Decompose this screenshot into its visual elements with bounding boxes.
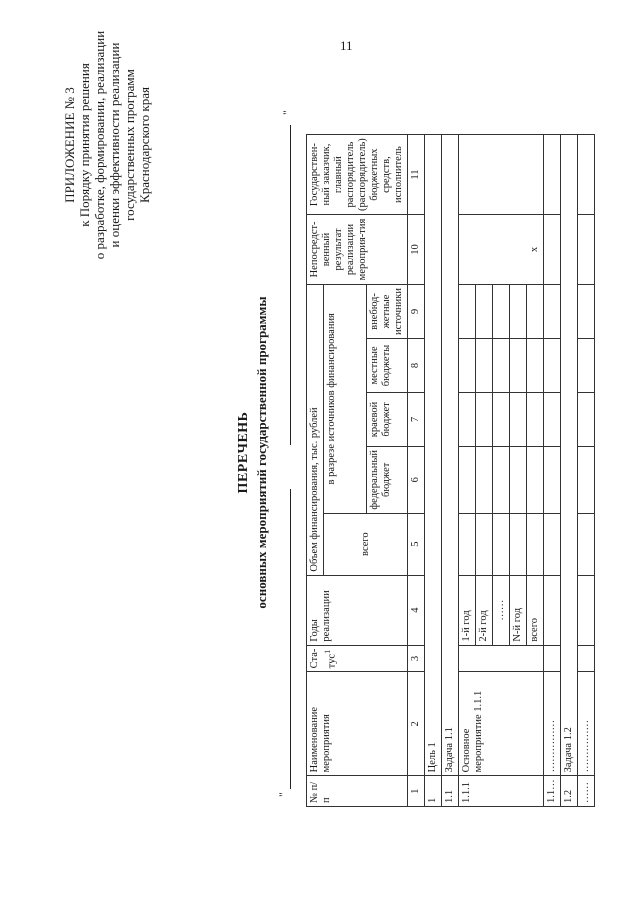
cell [578, 392, 595, 446]
cell [527, 392, 544, 446]
measure-status [459, 645, 544, 672]
appendix-line: о разработке, формировании, реализации [92, 30, 107, 260]
year-cell: 2-й год [476, 575, 493, 645]
cell [544, 338, 561, 392]
col-number: 4 [408, 575, 425, 645]
cell [459, 446, 476, 513]
cell [578, 214, 595, 284]
cell [493, 392, 510, 446]
header-funding: Объем финансирования, тыс. рублей [307, 284, 324, 575]
underline-left [290, 489, 291, 789]
cell [544, 575, 561, 645]
header-by-sources: в разрезе источников финансирования [324, 284, 367, 513]
task-name: Задача 1.1 [442, 135, 459, 776]
header-num: № п/п [307, 776, 408, 807]
header-result: Непосредст-венный результат реализации мероприя-тия [307, 214, 408, 284]
cell [544, 214, 561, 284]
col-number: 2 [408, 672, 425, 776]
goal-name: Цель 1 [425, 135, 442, 776]
header-status-text: Ста-тус [309, 648, 338, 669]
header-status-sup: 1 [322, 649, 332, 654]
year-cell: всего [527, 575, 544, 645]
underline-right [290, 125, 291, 445]
cell [578, 135, 595, 215]
appendix-line: и оценки эффективности реализации [107, 42, 122, 248]
year-cell: …… [493, 575, 510, 645]
row-name: …………… [578, 672, 595, 776]
close-quote: " [280, 110, 294, 115]
appendix-line: государственных программ [122, 69, 137, 221]
header-local: местные бюджеты [367, 338, 408, 392]
cell [476, 446, 493, 513]
cell [493, 513, 510, 575]
col-number: 8 [408, 338, 425, 392]
col-number: 10 [408, 214, 425, 284]
measure-num: 1.1.1 [459, 776, 544, 807]
cell [578, 284, 595, 338]
col-number: 1 [408, 776, 425, 807]
cell [459, 513, 476, 575]
cell [578, 645, 595, 672]
cell [510, 446, 527, 513]
year-cell: N-й год [510, 575, 527, 645]
appendix-line: ПРИЛОЖЕНИЕ № 3 [62, 87, 77, 203]
cell [544, 513, 561, 575]
cell [493, 446, 510, 513]
cell [510, 513, 527, 575]
cell [476, 392, 493, 446]
cell [510, 392, 527, 446]
col-number: 7 [408, 392, 425, 446]
row-num: …… [578, 776, 595, 807]
task-num: 1.1 [442, 776, 459, 807]
cell [544, 446, 561, 513]
cell [476, 338, 493, 392]
cell [544, 392, 561, 446]
cell [459, 284, 476, 338]
cell [544, 645, 561, 672]
cell [459, 338, 476, 392]
header-name: Наименование мероприятия [307, 672, 408, 776]
document-title: ПЕРЕЧЕНЬ [236, 411, 251, 494]
appendix-line: к Порядку принятия решения [77, 63, 92, 227]
cell [476, 284, 493, 338]
goal-num: 1 [425, 776, 442, 807]
col-number: 5 [408, 513, 425, 575]
cell [527, 446, 544, 513]
cell [578, 446, 595, 513]
task-num: 1.2 [561, 776, 578, 807]
header-extra: внебюд-жетные источники [367, 284, 408, 338]
cell [578, 338, 595, 392]
cell [459, 392, 476, 446]
open-quote: " [276, 792, 290, 797]
measures-table [306, 134, 595, 807]
header-regional: краевой бюджет [367, 392, 408, 446]
col-number: 9 [408, 284, 425, 338]
cell [578, 575, 595, 645]
result-cell: х [459, 214, 544, 284]
page-number: 11 [340, 38, 353, 53]
appendix-header [62, 25, 152, 265]
cell [510, 284, 527, 338]
measure-name: Основное мероприятие 1.1.1 [459, 672, 544, 776]
cell [544, 135, 561, 215]
cell [493, 284, 510, 338]
col-number: 11 [408, 135, 425, 215]
row-name: …………… [544, 672, 561, 776]
cell [476, 513, 493, 575]
year-cell: 1-й год [459, 575, 476, 645]
header-total: всего [324, 513, 408, 575]
header-federal: федеральный бюджет [367, 446, 408, 513]
cell [578, 513, 595, 575]
appendix-line: Краснодарского края [137, 87, 152, 203]
row-num: 1.1… [544, 776, 561, 807]
cell [527, 338, 544, 392]
cell [544, 284, 561, 338]
header-years: Годы реализации [307, 575, 408, 645]
cell [527, 284, 544, 338]
customer-cell [459, 135, 544, 215]
document-subtitle: основных мероприятий государственной программы [254, 296, 269, 609]
header-customer: Государствен-ный заказчик, главный распорядитель (распорядитель) бюджетных средств, исполнитель [307, 135, 408, 215]
col-number: 3 [408, 645, 425, 672]
header-status [307, 645, 408, 672]
task-name: Задача 1.2 [561, 135, 578, 776]
col-number: 6 [408, 446, 425, 513]
cell [527, 513, 544, 575]
cell [510, 338, 527, 392]
cell [493, 338, 510, 392]
